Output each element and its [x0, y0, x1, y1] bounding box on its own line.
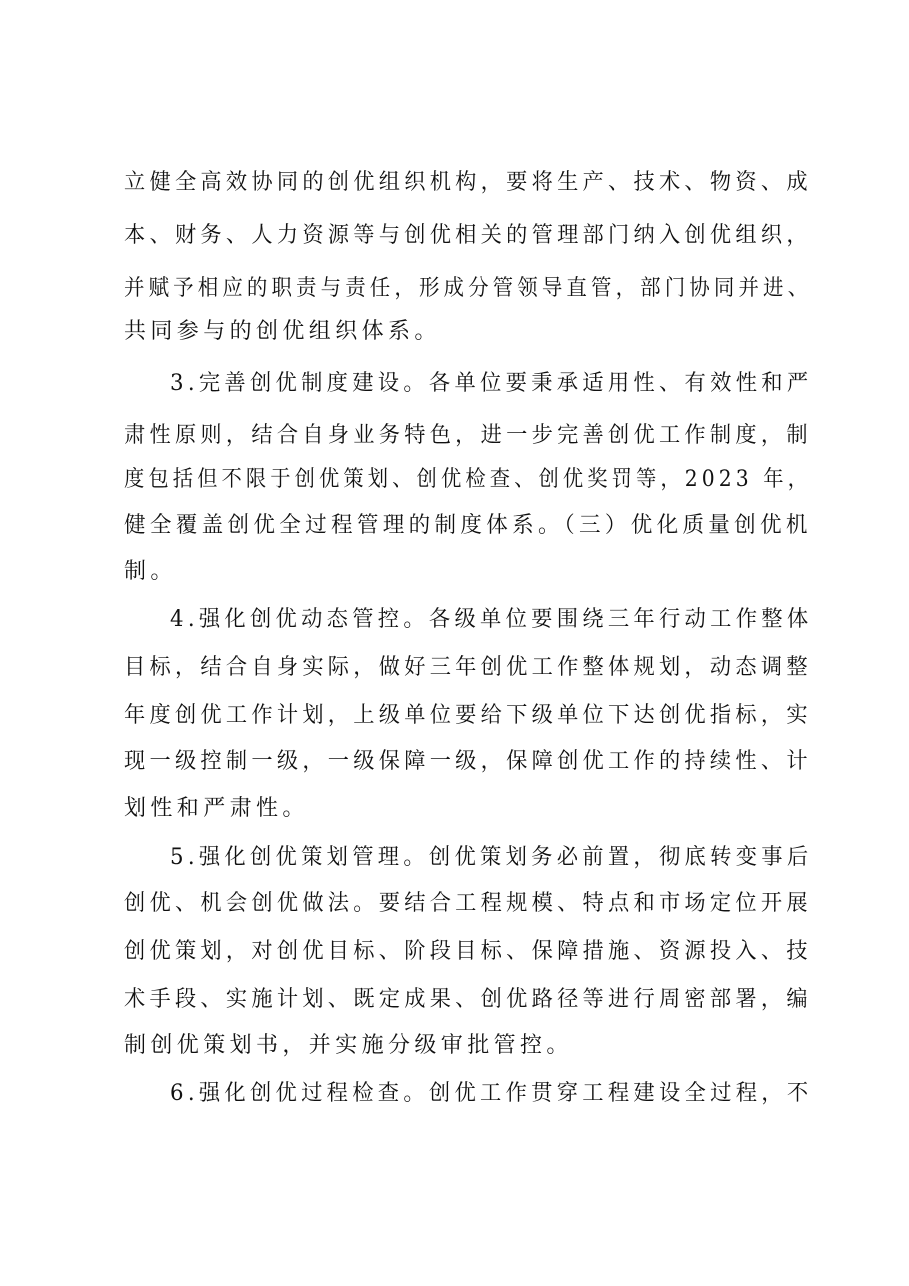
text-line: 年度创优工作计划，上级单位要给下级单位下达创优指标，实	[124, 703, 812, 728]
text-line: 制创优策划书，并实施分级审批管控。	[124, 1033, 573, 1058]
text-line: 健全覆盖创优全过程管理的制度体系。（三）优化质量创优机	[124, 513, 812, 538]
text-line: 立健全高效协同的创优组织机构，要将生产、技术、物资、成	[124, 170, 812, 195]
text-line: 划性和严肃性。	[124, 796, 309, 821]
paragraph-5-first-line: 5.强化创优策划管理。创优策划务必前置，彻底转变事后	[170, 845, 813, 870]
paragraph-3-first-line: 3.完善创优制度建设。各单位要秉承适用性、有效性和严	[170, 371, 813, 396]
paragraph-4-first-line: 4.强化创优动态管控。各级单位要围绕三年行动工作整体	[170, 607, 813, 632]
text-line: 度包括但不限于创优策划、创优检查、创优奖罚等，2023 年，	[124, 467, 812, 492]
text-line: 制。	[124, 559, 177, 584]
text-line: 本、财务、人力资源等与创优相关的管理部门纳入创优组织，	[124, 223, 812, 248]
text-line: 创优策划，对创优目标、阶段目标、保障措施、资源投入、技	[124, 939, 812, 964]
text-line: 目标，结合自身实际，做好三年创优工作整体规划，动态调整	[124, 655, 812, 680]
text-line: 并赋予相应的职责与责任，形成分管领导直管，部门协同并进、	[124, 276, 813, 301]
text-line: 现一级控制一级，一级保障一级，保障创优工作的持续性、计	[124, 749, 812, 774]
paragraph-6-first-line: 6.强化创优过程检查。创优工作贯穿工程建设全过程，不	[170, 1081, 813, 1106]
text-line: 肃性原则，结合自身业务特色，进一步完善创优工作制度，制	[124, 423, 812, 448]
text-line: 术手段、实施计划、既定成果、创优路径等进行周密部署，编	[124, 987, 812, 1012]
text-line: 创优、机会创优做法。要结合工程规模、特点和市场定位开展	[124, 891, 812, 916]
text-line: 共同参与的创优组织体系。	[124, 319, 441, 344]
